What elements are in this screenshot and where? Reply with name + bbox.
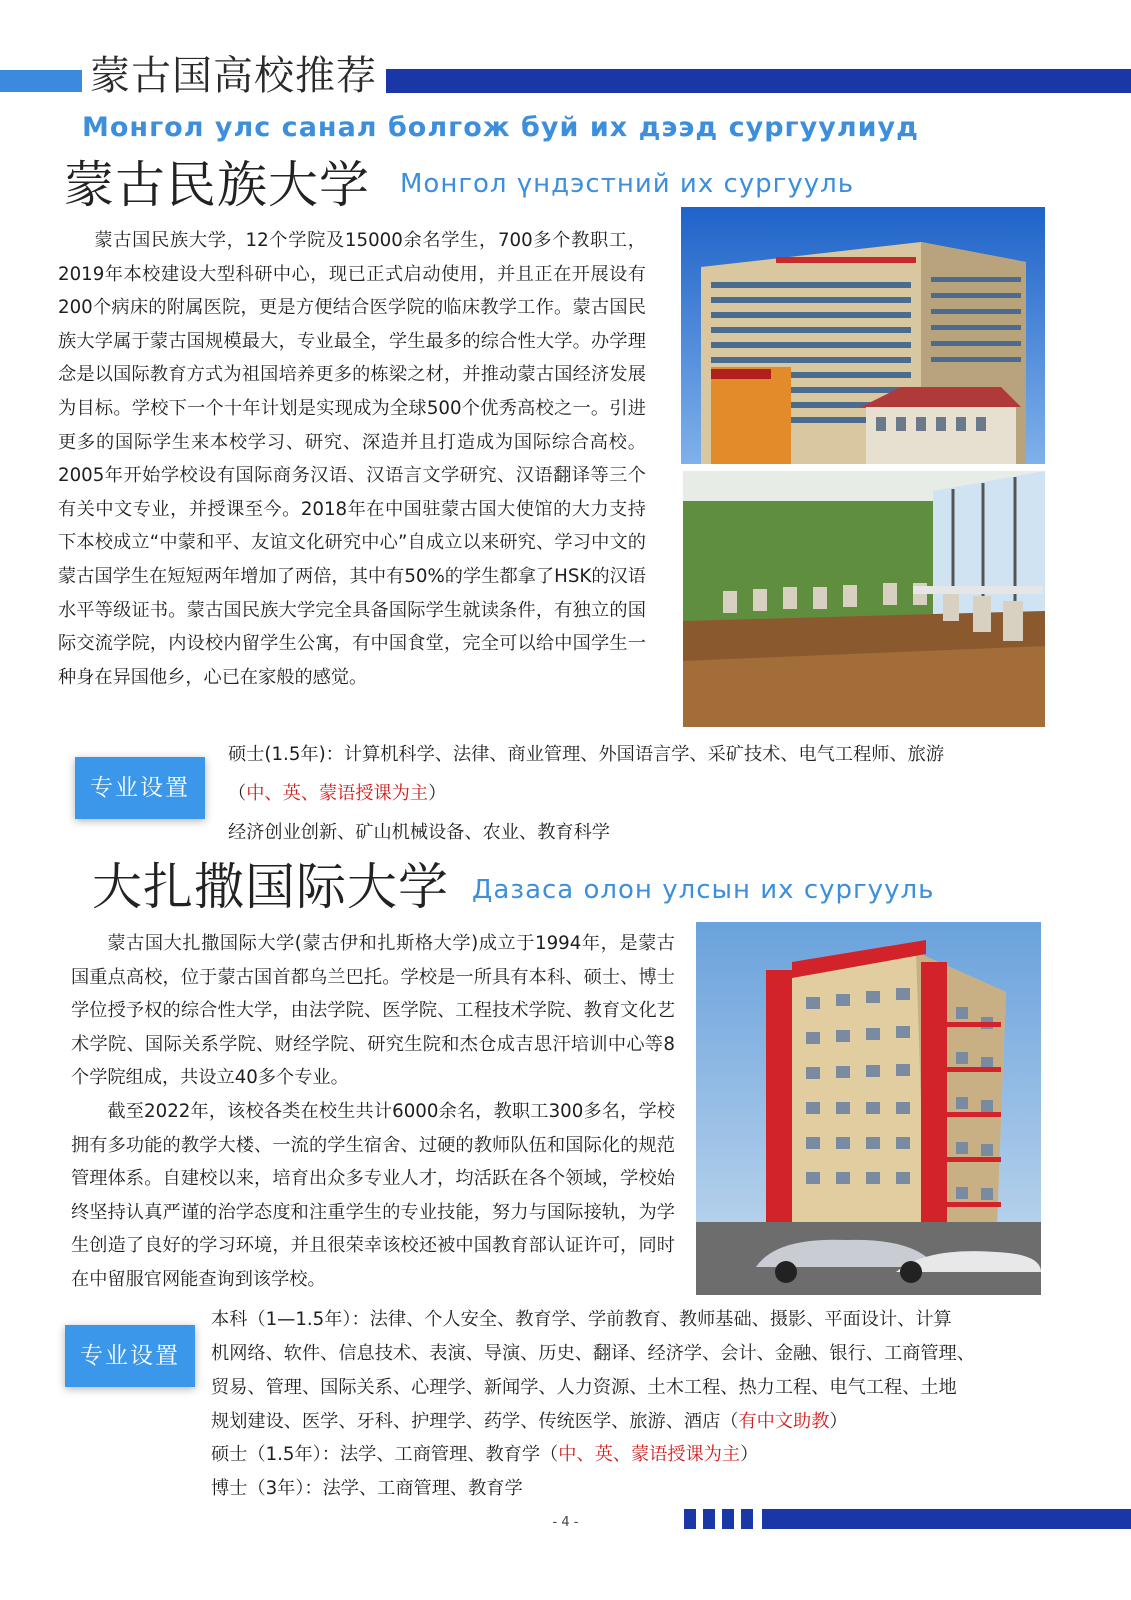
footer-bar	[762, 1509, 1131, 1529]
footer-block	[684, 1509, 696, 1529]
uni2-phd-line: 博士（3年）：法学、工商管理、教育学	[211, 1478, 523, 1499]
footer-block	[703, 1509, 715, 1529]
uni2-bachelor-line3: 贸易、管理、国际关系、心理学、新闻学、人力资源、土木工程、热力工程、电气工程、土地	[211, 1377, 957, 1398]
uni1-building-photo	[681, 207, 1045, 464]
uni1-majors-label: 专业设置	[75, 757, 205, 819]
page-title: 蒙古国高校推荐	[90, 53, 377, 99]
footer-block	[722, 1509, 734, 1529]
uni2-bachelor-line1: 本科（1—1.5年）：法律、个人安全、教育学、学前教育、教师基础、摄影、平面设计、计算	[211, 1309, 952, 1330]
uni2-chinese-assistant-note: 有中文助教	[738, 1411, 830, 1432]
uni2-majors-label: 专业设置	[65, 1325, 195, 1387]
uni1-description: 蒙古国民族大学，12个学院及15000余名学生，700多个教职工，2019年本校建设大型科研中心，现已正式启动使用，并且正在开展设有200个病床的附属医院，更是方便结合医学院的临床教学工作。蒙古国民族大学属于蒙古国规模最大，专业最全，学生最多的综合性大学。办学理念是以国际教育方式为祖国培养更多的栋梁之材，并推动蒙古国经济发展为目标。学校下一个十年计划是实现成为全球500个优秀高校之一。引进更多的国际学生来本校学习、研究、深造并且打造成为国际综合高校。2005年开始学校设有国际商务汉语、汉语言文学研究、汉语翻译等三个有关中文专业，并授课至今。2018年在中国驻蒙古国大使馆的大力支持下本校成立“中蒙和平、友谊文化研究中心”自成立以来研究、学习中文的蒙古国学生在短短两年增加了两倍，其中有50%的学生都拿了HSK的汉语水平等级证书。蒙古国民族大学完全具备国际学生就读条件，有独立的国际交流学院，内设校内留学生公寓，有中国食堂，完全可以给中国学生一种身在异国他乡，心已在家般的感觉。	[58, 230, 646, 688]
uni1-masters-line1: 硕士(1.5年)：计算机科学、法律、商业管理、外国语言学、采矿技术、电气工程师、旅游	[228, 744, 945, 765]
uni2-description-p2: 截至2022年，该校各类在校生共计6000余名，教职工300多名，学校拥有多功能的教学大楼、一流的学生宿舍、过硬的教师队伍和国际化的规范管理体系。自建校以来，培育出众多专业人才，均活跃在各个领域，学校始终坚持认真严谨的治学态度和注重学生的专业技能，努力与国际接轨，为学生创造了良好的学习环境，并且很荣幸该校还被中国教育部认证许可，同时在中留服官网能查询到该学校。	[71, 1101, 675, 1290]
uni2-title: 大扎撒国际大学	[92, 858, 449, 916]
uni1-subtitle: Монгол үндэстний их сургууль	[400, 169, 855, 199]
footer-block	[741, 1509, 753, 1529]
header-band-right	[386, 69, 1131, 93]
uni2-description-p1: 蒙古国大扎撒国际大学(蒙古伊和扎斯格大学)成立于1994年，是蒙古国重点高校，位于蒙古国首都乌兰巴托。学校是一所具有本科、硕士、博士学位授予权的综合性大学，由法学院、医学院、工程技术学院、教育文化艺术学院、国际关系学院、财经学院、研究生院和杰仓成吉思汗培训中心等8个学院组成，共设立40多个专业。	[71, 933, 675, 1089]
uni1-masters-line3: 经济创业创新、矿山机械设备、农业、教育科学	[228, 822, 610, 843]
page-subtitle: Монгол улс санал болгож буй их дээд сургуулиуд	[82, 112, 919, 143]
uni1-title: 蒙古民族大学	[64, 156, 370, 214]
uni1-cafeteria-photo	[683, 471, 1045, 727]
uni2-bachelor-line4: 规划建设、医学、牙科、护理学、药学、传统医学、旅游、酒店（有中文助教）	[211, 1411, 848, 1432]
uni2-language-note: 中、英、蒙语授课为主	[558, 1444, 741, 1465]
header-band-left	[0, 70, 82, 92]
uni1-language-note: 中、英、蒙语授课为主	[246, 783, 429, 804]
page-number: - 4 -	[552, 1515, 579, 1530]
uni2-subtitle: Дазаса олон улсын их сургууль	[472, 875, 935, 905]
uni2-masters-line: 硕士（1.5年）：法学、工商管理、教育学（中、英、蒙语授课为主）	[211, 1444, 759, 1465]
uni2-bachelor-line2: 机网络、软件、信息技术、表演、导演、历史、翻译、经济学、会计、金融、银行、工商管理、	[211, 1343, 975, 1364]
uni2-building-photo	[696, 922, 1041, 1295]
uni1-masters-line2: （中、英、蒙语授课为主）	[228, 783, 447, 804]
